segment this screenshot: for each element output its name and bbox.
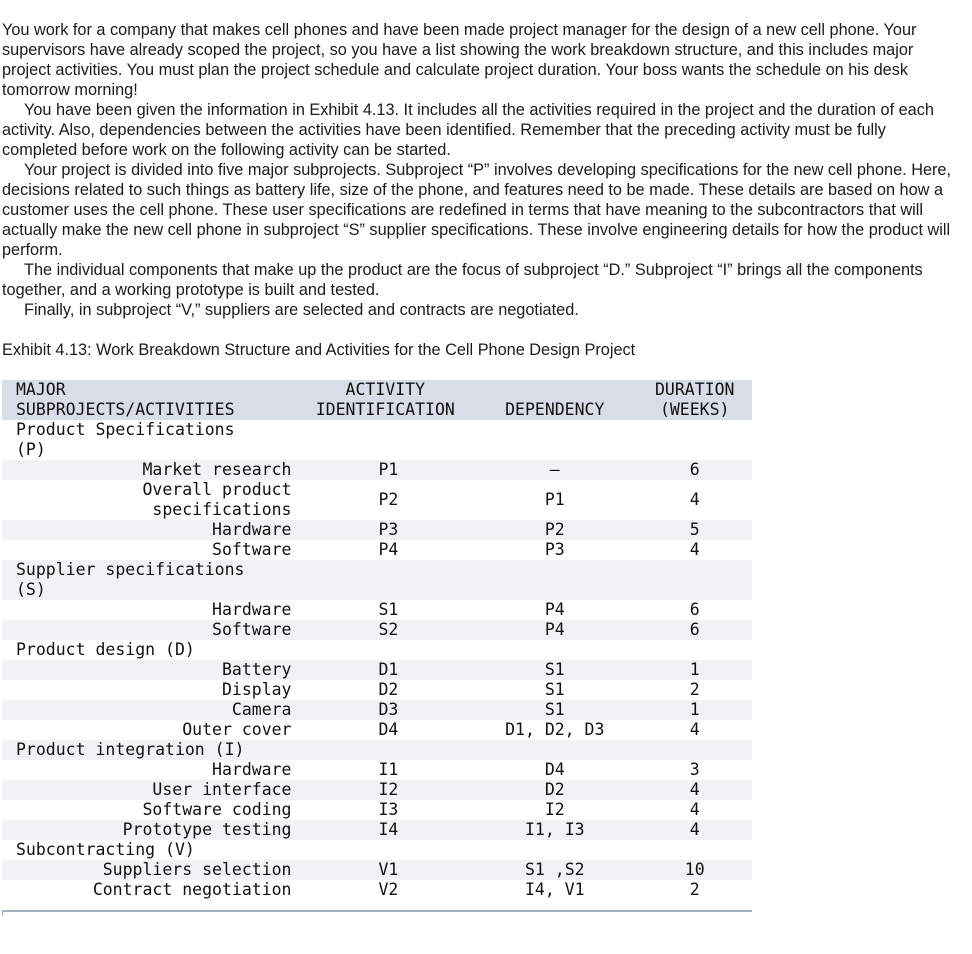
activity-id: D1	[378, 660, 399, 679]
activity-id: P1	[378, 460, 399, 479]
table-rule-tick	[2, 910, 3, 916]
group-row	[2, 740, 752, 760]
cell-line: Hardware	[212, 600, 292, 619]
activity-name	[2, 520, 299, 540]
cell-line: Outer cover	[182, 720, 292, 739]
activity-row	[2, 460, 752, 480]
activity-name	[2, 620, 299, 640]
cell-line: Product design (D)	[16, 640, 195, 659]
group-row	[2, 640, 752, 660]
activity-name	[2, 820, 299, 840]
activity-dependency: I1, I3	[524, 820, 585, 839]
paragraph-exhibit-info: You have been given the information in Exhibit 4.13. It includes all the activities required in the project and the duration of each activity. Also, dependencies between the activities have been identified. Remember that the preceding activity must be fully completed before work on the following activity can be started.	[2, 101, 934, 159]
header-line: MAJOR	[16, 380, 66, 399]
activity-duration: 10	[684, 860, 705, 879]
activity-dependency: S1	[544, 680, 565, 699]
activity-name	[2, 660, 299, 680]
activity-duration: 4	[689, 720, 700, 739]
activity-duration: 6	[689, 460, 700, 479]
empty-cell	[637, 640, 752, 660]
table-header	[2, 380, 752, 420]
activity-name	[2, 540, 299, 560]
activity-row	[2, 800, 752, 820]
activity-duration: 4	[689, 800, 700, 819]
activity-dependency: P4	[544, 620, 565, 639]
activity-duration: 4	[689, 780, 700, 799]
cell-line: Product Specifications	[16, 420, 235, 439]
paragraph-intro: You work for a company that makes cell phones and have been made project manager for the design of a new cell phone. Your supervisors have already scoped the project, so you have a list showing the work breakdown structure, and this includes major project activities. You must plan the project schedule and calculate project duration. Your boss wants the schedule on his desk tomorrow morning!	[2, 21, 917, 99]
group-row	[2, 420, 752, 460]
activity-row	[2, 720, 752, 740]
empty-cell	[299, 640, 473, 660]
activity-duration: 6	[689, 620, 700, 639]
header-row	[2, 380, 752, 420]
cell-line: Market research	[142, 460, 292, 479]
header-line: DEPENDENCY	[505, 400, 605, 419]
subproject-title	[2, 840, 299, 860]
activity-duration: 2	[689, 880, 700, 899]
cell-line: Camera	[231, 700, 292, 719]
activity-id: I3	[378, 800, 399, 819]
activity-id: S2	[378, 620, 399, 639]
cell-line: Software coding	[142, 800, 292, 819]
activity-row	[2, 520, 752, 540]
header-line	[472, 380, 637, 400]
activity-name	[2, 780, 299, 800]
activity-id: V2	[378, 880, 399, 899]
subproject-title	[2, 640, 299, 660]
activity-duration: 5	[689, 520, 700, 539]
activity-dependency: D4	[544, 760, 565, 779]
activity-duration: 3	[689, 760, 700, 779]
cell-line: Hardware	[212, 760, 292, 779]
header-line: SUBPROJECTS/ACTIVITIES	[16, 400, 235, 419]
cell-line: Hardware	[212, 520, 292, 539]
header-line: (WEEKS)	[659, 400, 730, 419]
activity-row	[2, 620, 752, 640]
empty-cell	[299, 840, 473, 860]
table-body	[2, 420, 752, 900]
cell-line: (S)	[16, 580, 46, 599]
activity-row	[2, 600, 752, 620]
exhibit-caption: Exhibit 4.13: Work Breakdown Structure and Activities for the Cell Phone Design Project	[2, 341, 636, 359]
activity-dependency: I4, V1	[524, 880, 585, 899]
activity-dependency: P1	[544, 490, 565, 509]
cell-line: Display	[221, 680, 292, 699]
activity-duration: 1	[689, 700, 700, 719]
header-duration	[637, 380, 752, 420]
cell-line: Supplier specifications	[16, 560, 245, 579]
paragraph-subprojects: Your project is divided into five major subprojects. Subproject “P” involves developing specifications for the new cell phone. Here, decisions related to such things as battery life, size of the phone, and features need to be made. These details are based on how a customer uses the cell phone. These user specifications are redefined in terms that have meaning to the subcontractors that will actually make the new cell phone in subproject “S” supplier specifications. These involve engineering details for how the product will perform.	[2, 161, 952, 259]
cell-line: Overall product	[142, 480, 292, 499]
empty-cell	[472, 740, 637, 760]
activity-row	[2, 660, 752, 680]
activity-dependency: P4	[544, 600, 565, 619]
activity-id: P4	[378, 540, 399, 559]
empty-cell	[637, 840, 752, 860]
paragraph-components: The individual components that make up the product are the focus of subproject “D.” Subproject “I” brings all the components together, and a working prototype is built and tested.	[2, 261, 923, 299]
activity-name	[2, 860, 299, 880]
activity-dependency: P2	[544, 520, 565, 539]
wbs-table	[2, 380, 752, 900]
activity-id: I2	[378, 780, 399, 799]
paragraph-suppliers: Finally, in subproject “V,” suppliers are selected and contracts are negotiated.	[24, 301, 579, 319]
empty-cell	[299, 740, 473, 760]
activity-dependency: S1	[544, 700, 565, 719]
activity-name	[2, 720, 299, 740]
activity-name	[2, 800, 299, 820]
activity-name	[2, 680, 299, 700]
subproject-title	[2, 420, 299, 460]
header-dependency	[472, 380, 637, 420]
activity-row	[2, 540, 752, 560]
header-subprojects	[2, 380, 299, 420]
activity-name	[2, 700, 299, 720]
activity-duration: 4	[689, 820, 700, 839]
header-line: IDENTIFICATION	[315, 400, 455, 419]
activity-name	[2, 600, 299, 620]
activity-name	[2, 760, 299, 780]
activity-dependency: I2	[544, 800, 565, 819]
subproject-title	[2, 560, 299, 600]
activity-id: D2	[378, 680, 399, 699]
empty-cell	[299, 560, 473, 600]
activity-dependency: –	[549, 460, 560, 479]
cell-line: Suppliers selection	[102, 860, 292, 879]
cell-line: Contract negotiation	[92, 880, 292, 899]
empty-cell	[472, 840, 637, 860]
empty-cell	[472, 560, 637, 600]
activity-name	[2, 460, 299, 480]
group-row	[2, 560, 752, 600]
activity-dependency: D1, D2, D3	[505, 720, 605, 739]
activity-id: P3	[378, 520, 399, 539]
activity-dependency: P3	[544, 540, 565, 559]
cell-line: Software	[212, 620, 292, 639]
empty-cell	[472, 420, 637, 460]
activity-row	[2, 480, 752, 520]
subproject-title	[2, 740, 299, 760]
header-identification	[299, 380, 473, 420]
document-body	[2, 20, 962, 360]
activity-id: I1	[378, 760, 399, 779]
empty-cell	[637, 420, 752, 460]
group-row	[2, 840, 752, 860]
cell-line: Product integration (I)	[16, 740, 245, 759]
activity-row	[2, 860, 752, 880]
activity-id: P2	[378, 490, 399, 509]
activity-id: S1	[378, 600, 399, 619]
activity-duration: 4	[689, 490, 700, 509]
activity-id: D4	[378, 720, 399, 739]
activity-duration: 1	[689, 660, 700, 679]
activity-dependency: S1	[544, 660, 565, 679]
activity-dependency: S1 ,S2	[524, 860, 585, 879]
activity-duration: 2	[689, 680, 700, 699]
table-bottom-rule	[2, 910, 752, 912]
empty-cell	[299, 420, 473, 460]
activity-row	[2, 700, 752, 720]
activity-duration: 4	[689, 540, 700, 559]
activity-name	[2, 480, 299, 520]
activity-dependency: D2	[544, 780, 565, 799]
activity-row	[2, 680, 752, 700]
activity-row	[2, 880, 752, 900]
cell-line: Subcontracting (V)	[16, 840, 195, 859]
cell-line: specifications	[152, 500, 292, 519]
activity-row	[2, 820, 752, 840]
cell-line: (P)	[16, 440, 46, 459]
activity-id: V1	[378, 860, 399, 879]
cell-line: Prototype testing	[122, 820, 292, 839]
cell-line: Battery	[221, 660, 292, 679]
cell-line: Software	[212, 540, 292, 559]
activity-duration: 6	[689, 600, 700, 619]
activity-row	[2, 760, 752, 780]
activity-id: D3	[378, 700, 399, 719]
empty-cell	[472, 640, 637, 660]
empty-cell	[637, 740, 752, 760]
activity-row	[2, 780, 752, 800]
header-line: DURATION	[654, 380, 735, 399]
activity-id: I4	[378, 820, 399, 839]
empty-cell	[637, 560, 752, 600]
header-line: ACTIVITY	[345, 380, 426, 399]
cell-line: User interface	[152, 780, 292, 799]
activity-name	[2, 880, 299, 900]
